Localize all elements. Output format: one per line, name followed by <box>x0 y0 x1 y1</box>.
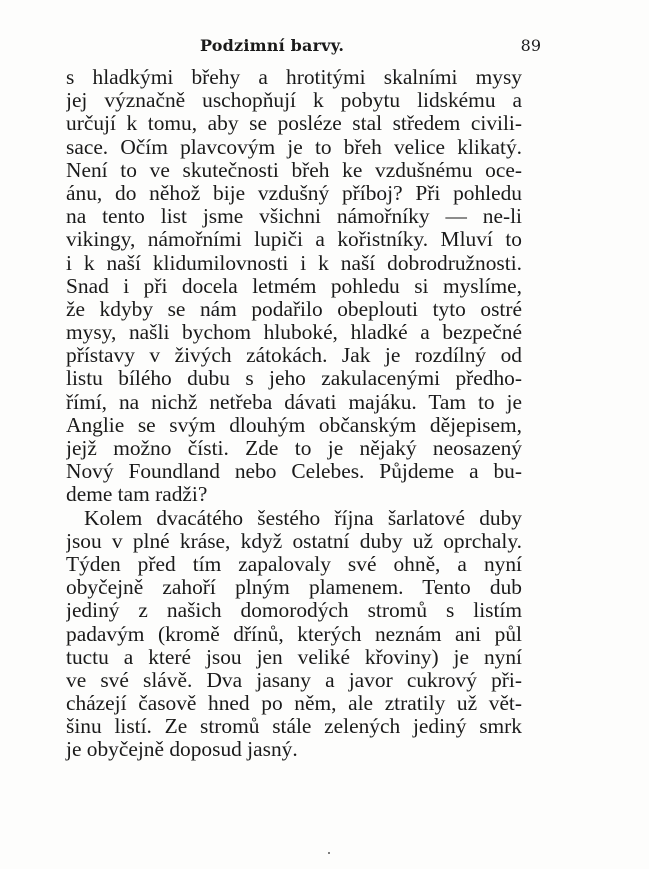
text-line: padavým (kromě dřínů, kterých neznám ani půl <box>66 622 522 646</box>
body-text <box>66 66 522 762</box>
text-line: jejž možno čísti. Zde to je nějaký neosazený <box>66 437 522 460</box>
running-title: Podzimní barvy. <box>200 36 345 55</box>
text-line: šinu listí. Ze stromů stále zelených jediný smrk <box>66 715 522 739</box>
text-line: obyčejně zahoří plným plamenem. Tento dub <box>66 576 522 600</box>
text-line: jej význačně uschopňují k pobytu lidskému a <box>66 89 522 113</box>
text-line: jediný z našich domorodých stromů s listím <box>66 599 522 623</box>
text-line-paragraph-end: deme tam radži? <box>66 482 208 507</box>
text-line: mysy, našli bychom hluboké, hladké a bezpečné <box>66 321 522 345</box>
text-line: přístavy v živých zátokách. Jak je rozdílný od <box>66 344 522 368</box>
text-line: Nový Foundland nebo Celebes. Půjdeme a bu- <box>66 460 522 484</box>
text-line: vikingy, námořními lupiči a kořistníky. Mluví to <box>66 228 522 252</box>
text-line: ánu, do něhož bije vzdušný příboj? Při pohledu <box>66 181 522 205</box>
text-line: římí, na nichž netřeba dávati majáku. Tam to je <box>66 390 522 414</box>
text-line: tuctu a které jsou jen veliké křoviny) je nyní <box>66 645 522 669</box>
text-line: Snad i při docela letmém pohledu si myslíme, <box>66 274 522 298</box>
text-line: s hladkými břehy a hrotitými skalními mysy <box>66 66 522 89</box>
text-line: Týden před tím zapalovaly své ohně, a nyní <box>66 552 522 576</box>
text-line: jsou v plné kráse, když ostatní duby už oprchaly. <box>66 529 522 553</box>
text-line: že kdyby se nám podařilo obeplouti tyto ostré <box>66 297 522 321</box>
text-line: cházejí časově hned po něm, ale ztratily už vět- <box>66 692 522 716</box>
text-line: sace. Očím plavcovým je to břeh velice klikatý. <box>66 135 522 159</box>
text-line: listu bílého dubu s jeho zakulacenými předho- <box>66 367 522 391</box>
page-number: 89 <box>520 36 541 55</box>
text-line: Anglie se svým dlouhým občanským dějepisem, <box>66 413 522 437</box>
text-line: Není to ve skutečnosti břeh ke vzdušnému oce- <box>66 158 522 182</box>
text-line: na tento list jsme všichni námořníky — ne-li <box>66 205 522 229</box>
text-line-paragraph-start: Kolem dvacátého šestého října šarlatové duby <box>84 506 522 530</box>
text-line: určují k tomu, aby se posléze stal středem civili- <box>66 112 522 136</box>
ink-speck <box>328 852 330 854</box>
text-line-paragraph-end: je obyčejně doposud jasný. <box>66 737 298 762</box>
text-line: ve své slávě. Dva jasany a javor cukrový při- <box>66 668 522 692</box>
text-line: i k naší klidumilovnosti i k naší dobrodružnosti. <box>66 251 522 275</box>
